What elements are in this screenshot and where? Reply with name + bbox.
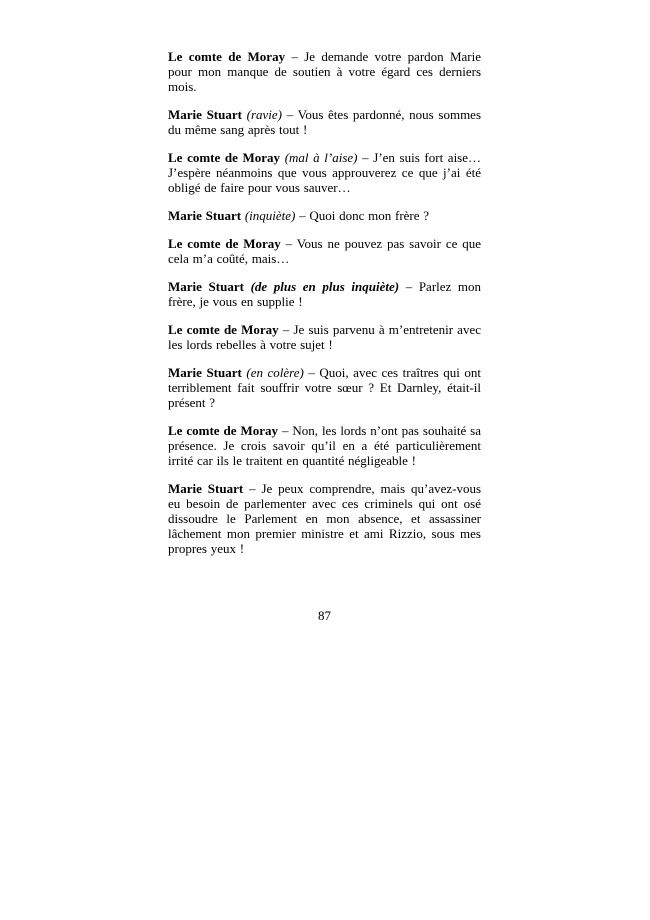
- speaker-name: Le comte de Moray: [168, 322, 279, 337]
- dialogue-paragraph: [168, 236, 481, 266]
- speech-text: – J’en suis fort aise… J’espère néanmoins que vous approuverez ce que j’ai été obligé de faire pour vous sauver…: [168, 150, 482, 195]
- speaker-name: Marie Stuart: [168, 107, 242, 122]
- dialogue-paragraph: [168, 365, 481, 410]
- speech-text: – Non, les lords n’ont pas souhaité sa présence. Je crois savoir qu’il en a été particulièrement irrité car ils le traitent en quantité négligeable !: [168, 423, 481, 468]
- dialogue-paragraph: [168, 49, 481, 94]
- dialogue-paragraph: [168, 150, 481, 195]
- speaker-name: Marie Stuart: [168, 365, 242, 380]
- stage-direction: (inquiète): [244, 208, 296, 223]
- speech-text: – Quoi donc mon frère ?: [299, 208, 430, 223]
- speech-text: – Vous ne pouvez pas savoir ce que cela m’a coûté, mais…: [168, 236, 482, 266]
- dialogue-block: [168, 49, 481, 569]
- dialogue-paragraph: [168, 279, 481, 309]
- speaker-name: Marie Stuart: [168, 208, 242, 223]
- speaker-name: Le comte de Moray: [168, 423, 278, 438]
- dialogue-paragraph: [168, 322, 481, 352]
- speech-text: – Je suis parvenu à m’entretenir avec les lords rebelles à votre sujet !: [168, 322, 481, 352]
- speech-text: – Je peux comprendre, mais qu’avez-vous eu besoin de parlementer avec ces criminels qui ont osé dissoudre le Parlement en mon absence, et assassiner lâchement mon premier ministre et ami Rizzio, sous mes propres yeux !: [168, 481, 482, 556]
- speech-text: – Quoi, avec ces traîtres qui ont terriblement fait souffrir votre sœur ? Et Darnley, était-il présent ?: [168, 365, 482, 410]
- stage-direction: (en colère): [246, 365, 304, 380]
- speech-text: – Je demande votre pardon Marie pour mon manque de soutien à votre égard ces derniers mois.: [168, 49, 482, 94]
- speaker-name: Marie Stuart: [168, 279, 244, 294]
- page-number: 87: [318, 608, 331, 623]
- stage-direction: (ravie): [246, 107, 283, 122]
- dialogue-paragraph: [168, 423, 481, 468]
- dialogue-paragraph: [168, 481, 481, 556]
- speaker-name: Le comte de Moray: [168, 150, 281, 165]
- stage-direction: (de plus en plus inquiète): [250, 279, 400, 294]
- dialogue-paragraph: [168, 208, 481, 223]
- speaker-name: Le comte de Moray: [168, 49, 286, 64]
- dialogue-paragraph: [168, 107, 481, 137]
- speaker-name: Marie Stuart: [168, 481, 244, 496]
- stage-direction: (mal à l’aise): [284, 150, 358, 165]
- speech-text: – Parlez mon frère, je vous en supplie !: [168, 279, 482, 309]
- speech-text: – Vous êtes pardonné, nous sommes du même sang après tout !: [168, 107, 482, 137]
- speaker-name: Le comte de Moray: [168, 236, 281, 251]
